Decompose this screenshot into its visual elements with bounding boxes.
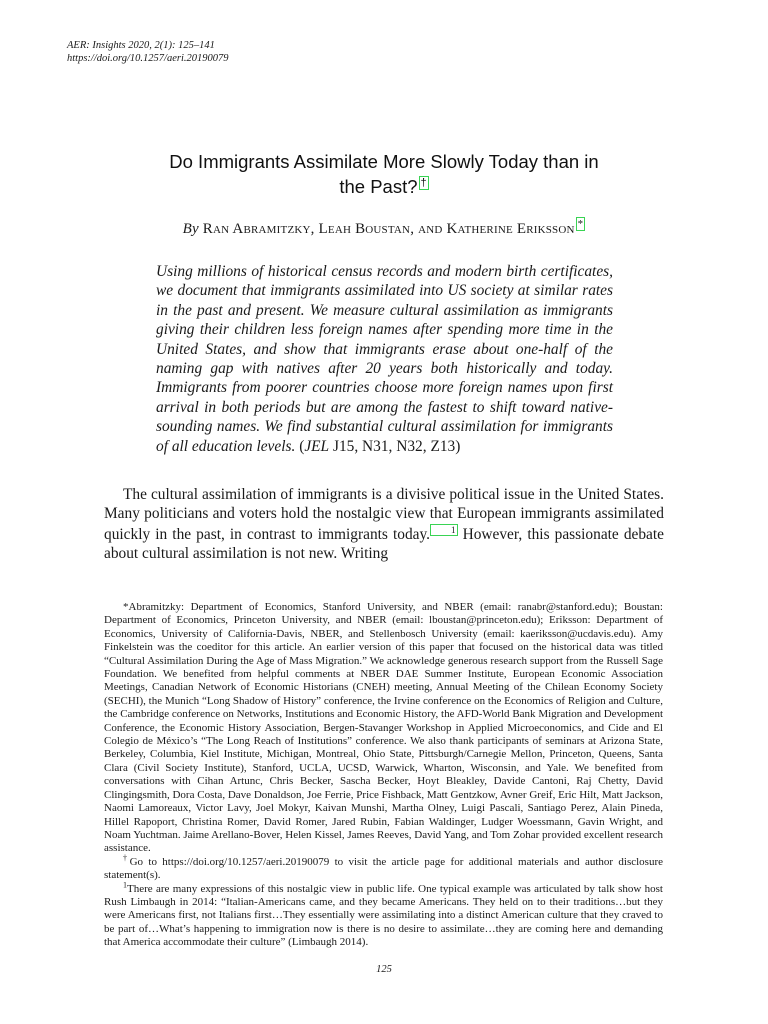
title-footnote-link[interactable]: † xyxy=(420,176,427,189)
doi-link[interactable]: https://doi.org/10.1257/aeri.20190079 xyxy=(67,53,229,64)
author-names: Ran Abramitzky, Leah Boustan, and Katherine Eriksson xyxy=(198,221,575,237)
author-footnote-link[interactable]: * xyxy=(577,218,584,230)
footnotes xyxy=(104,601,663,950)
author-line xyxy=(60,217,708,238)
title-line-1: Do Immigrants Assimilate More Slowly Today than in xyxy=(169,151,599,172)
body-paragraph: The cultural assimilation of immigrants is a divisive political issue in the United States. Many politicians and voters hold the nostalgic view that European immigrants assimilated quickly in the past, in contrast to immigrants today. 1 However, this passionate debate about cultural assimilation is not new. Writing xyxy=(104,486,664,563)
abstract xyxy=(156,262,613,456)
abstract-text: Using millions of historical census records and modern birth certificates, we document that immigrants assimilated into US society at similar rates in the past and present. We measure cultural assimilation as immigrants giving their children less foreign names after spending more time in the United States, and show that immigrants erase about one-half of the naming gap with natives after 20 years both historically and today. Immigrants from poorer countries choose more foreign names upon first arrival in both periods but are among the fastest to shift toward native-sounding names. We find substantial cultural assimilation for immigrants of all education levels. xyxy=(156,263,613,455)
article-title xyxy=(100,149,668,199)
title-line-2: the Past? † xyxy=(339,176,427,197)
journal-header xyxy=(67,39,229,65)
author-by: By xyxy=(182,221,199,237)
footnote-1: $^1$There are many expressions of this nostalgic view in public life. One typical example was articulated by talk show host Rush Limbaugh in 2014: “Italian-Americans came, and they became Americans. They held on to their traditions…but they were Americans first, not Italians first…They essentially were assimilating into a distinct American culture that they craved to be part of…What’s happening to immigration now is there is no desire to assimilate…they are coming here and demanding that America accommodate their culture” (Limbaugh 2014). xyxy=(104,879,663,949)
footnote-dagger: †Go to https://doi.org/10.1257/aeri.20190079 to visit the article page for additional materials and author disclosure statement(s). xyxy=(104,853,663,882)
footnote-1-link[interactable]: 1 xyxy=(430,524,458,536)
footnote-star: *Abramitzky: Department of Economics, Stanford University, and NBER (email: ranabr@stanford.edu); Boustan: Department of Economics, Princeton University, and NBER (email: lboustan@princeton.edu); Eriksson: Department of Economics, University of California-Davis, NBER, and Stellenbosch University (email: kaeriksson@ucdavis.edu). Amy Finkelstein was the coeditor for this article. An earlier version of this paper that focused on the historical data was titled “Cultural Assimilation During the Age of Mass Migration.” We acknowledge generous research support from the Russell Sage Foundation. We benefited from helpful comments at NBER DAE Summer Institute, European Economic Association Meetings, Canadian Network of Economic Historians (CNEH) meeting, Annual Meeting of the Chilean Economy Society (SECHI), the Munich “Long Shadow of History” conference, the Irvine conference on the Economics of Religion and Culture, the Cambridge conference on Networks, Institutions and Economic History, the AFD-World Bank Migration and Development Conference, the Economic History Association, Bergen-Stavanger Workshop in Applied Microeconomics, and Cide and El Colegio de México’s “The Long Reach of Institutions” conference. We also thank participants of seminars at Arizona State, Berkeley, Columbia, Kiel Institute, Michigan, Montreal, Ohio State, Pittsburgh/Carnegie Mellon, Princeton, Queens, Santa Clara (Civil Society Institute), Stanford, UCLA, UCSD, Warwick, Wharton, Wisconsin, and Yale. We benefited from conversations with Cihan Artunc, Chris Becker, Sascha Becker, Hoyt Bleakley, Davide Cantoni, Raj Chetty, David Clingingsmith, Dora Costa, Dave Donaldson, Joe Ferrie, Price Fishback, Matt Gentzkow, Avner Greif, Eric Hilt, Matt Jackson, Naomi Lamoreaux, Victor Lavy, Joel Mokyr, Kaivan Munshi, Martha Olney, Luigi Pascali, Santiago Perez, Alain Pineda, Hillel Rapoport, Christina Romer, David Romer, Jared Rubin, Fabian Waldinger, Ludger Woessmann, Gavin Wright, and Noam Yuchtman. Jaime Arellano-Bover, Helen Kissel, James Reeves, David Yang, and Tom Zohar provided excellent research assistance. xyxy=(104,601,663,855)
page-number: 125 xyxy=(376,964,392,975)
jel-codes: (JEL J15, N31, N32, Z13) xyxy=(295,437,461,455)
journal-citation: AER: Insights 2020, 2(1): 125–141 xyxy=(67,40,215,51)
